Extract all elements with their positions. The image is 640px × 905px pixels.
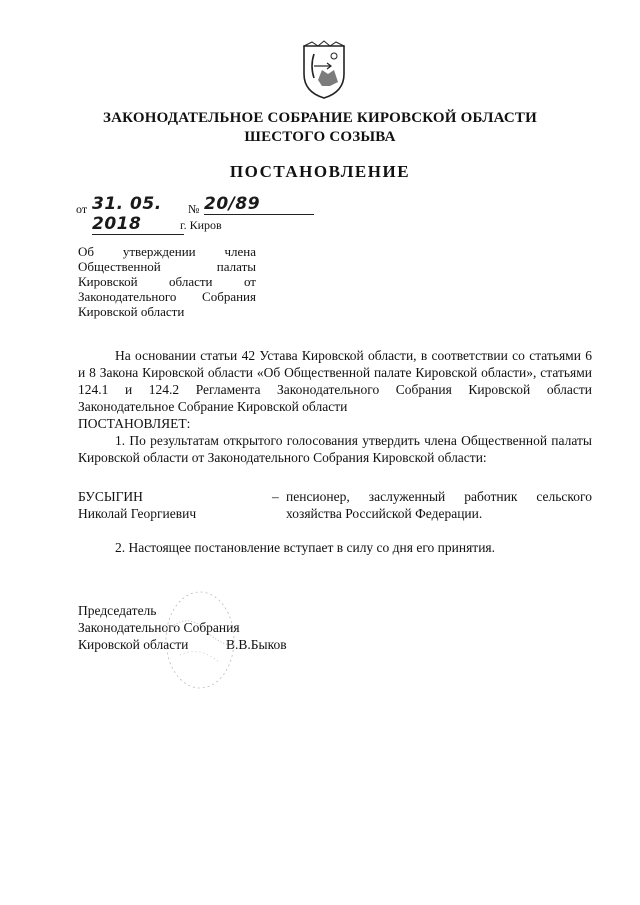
signature-title-line3: Кировской области xyxy=(78,637,189,652)
org-name-line1: ЗАКОНОДАТЕЛЬНОЕ СОБРАНИЕ КИРОВСКОЙ ОБЛАСТИ xyxy=(102,110,537,126)
member-surname: БУСЫГИН xyxy=(78,489,143,504)
item-1: 1. По результатам открытого голосования утвердить члена Общественной палаты Кировской области от Законодательного Собрания Кировской области: xyxy=(78,433,592,465)
signature-title-line2: Законодательного Собрания xyxy=(78,620,240,635)
intro-paragraph: На основании статьи 42 Устава Кировской области, в соответствии со статьями 6 и 8 Закона Кировской области «Об Общественной палате Кировской области», статьями 124.1 и 124.2 Регламента Законодательного Собрания Кировской области Законодательное Собрание Кировской области xyxy=(78,348,592,414)
document-subject: Об утверждении члена Общественной палаты Кировской области от Законодательного Собрания Кировской области xyxy=(78,244,256,319)
city-label: г. Киров xyxy=(180,218,222,232)
document-type: ПОСТАНОВЛЕНИЕ xyxy=(229,162,411,181)
member-dash: – xyxy=(272,489,279,504)
resolves-label: ПОСТАНОВЛЯЕТ: xyxy=(78,416,191,431)
document-date: 31. 05. 2018 xyxy=(92,194,184,235)
signatory-name: В.В.Быков xyxy=(226,637,287,652)
coat-of-arms-icon xyxy=(300,40,348,100)
org-name-line2: ШЕСТОГО СОЗЫВА xyxy=(244,129,396,145)
item-2: 2. Настоящее постановление вступает в силу со дня его принятия. xyxy=(115,540,496,555)
number-label: № xyxy=(188,202,200,216)
member-name: Николай Георгиевич xyxy=(78,506,197,521)
signature-stamp-mark xyxy=(160,585,240,695)
date-from-label: от xyxy=(76,202,88,216)
signature-title-line1: Председатель xyxy=(78,603,157,618)
document-number: 20/89 xyxy=(204,194,314,215)
member-description: пенсионер, заслуженный работник сельского хозяйства Российской Федерации. xyxy=(286,489,592,521)
